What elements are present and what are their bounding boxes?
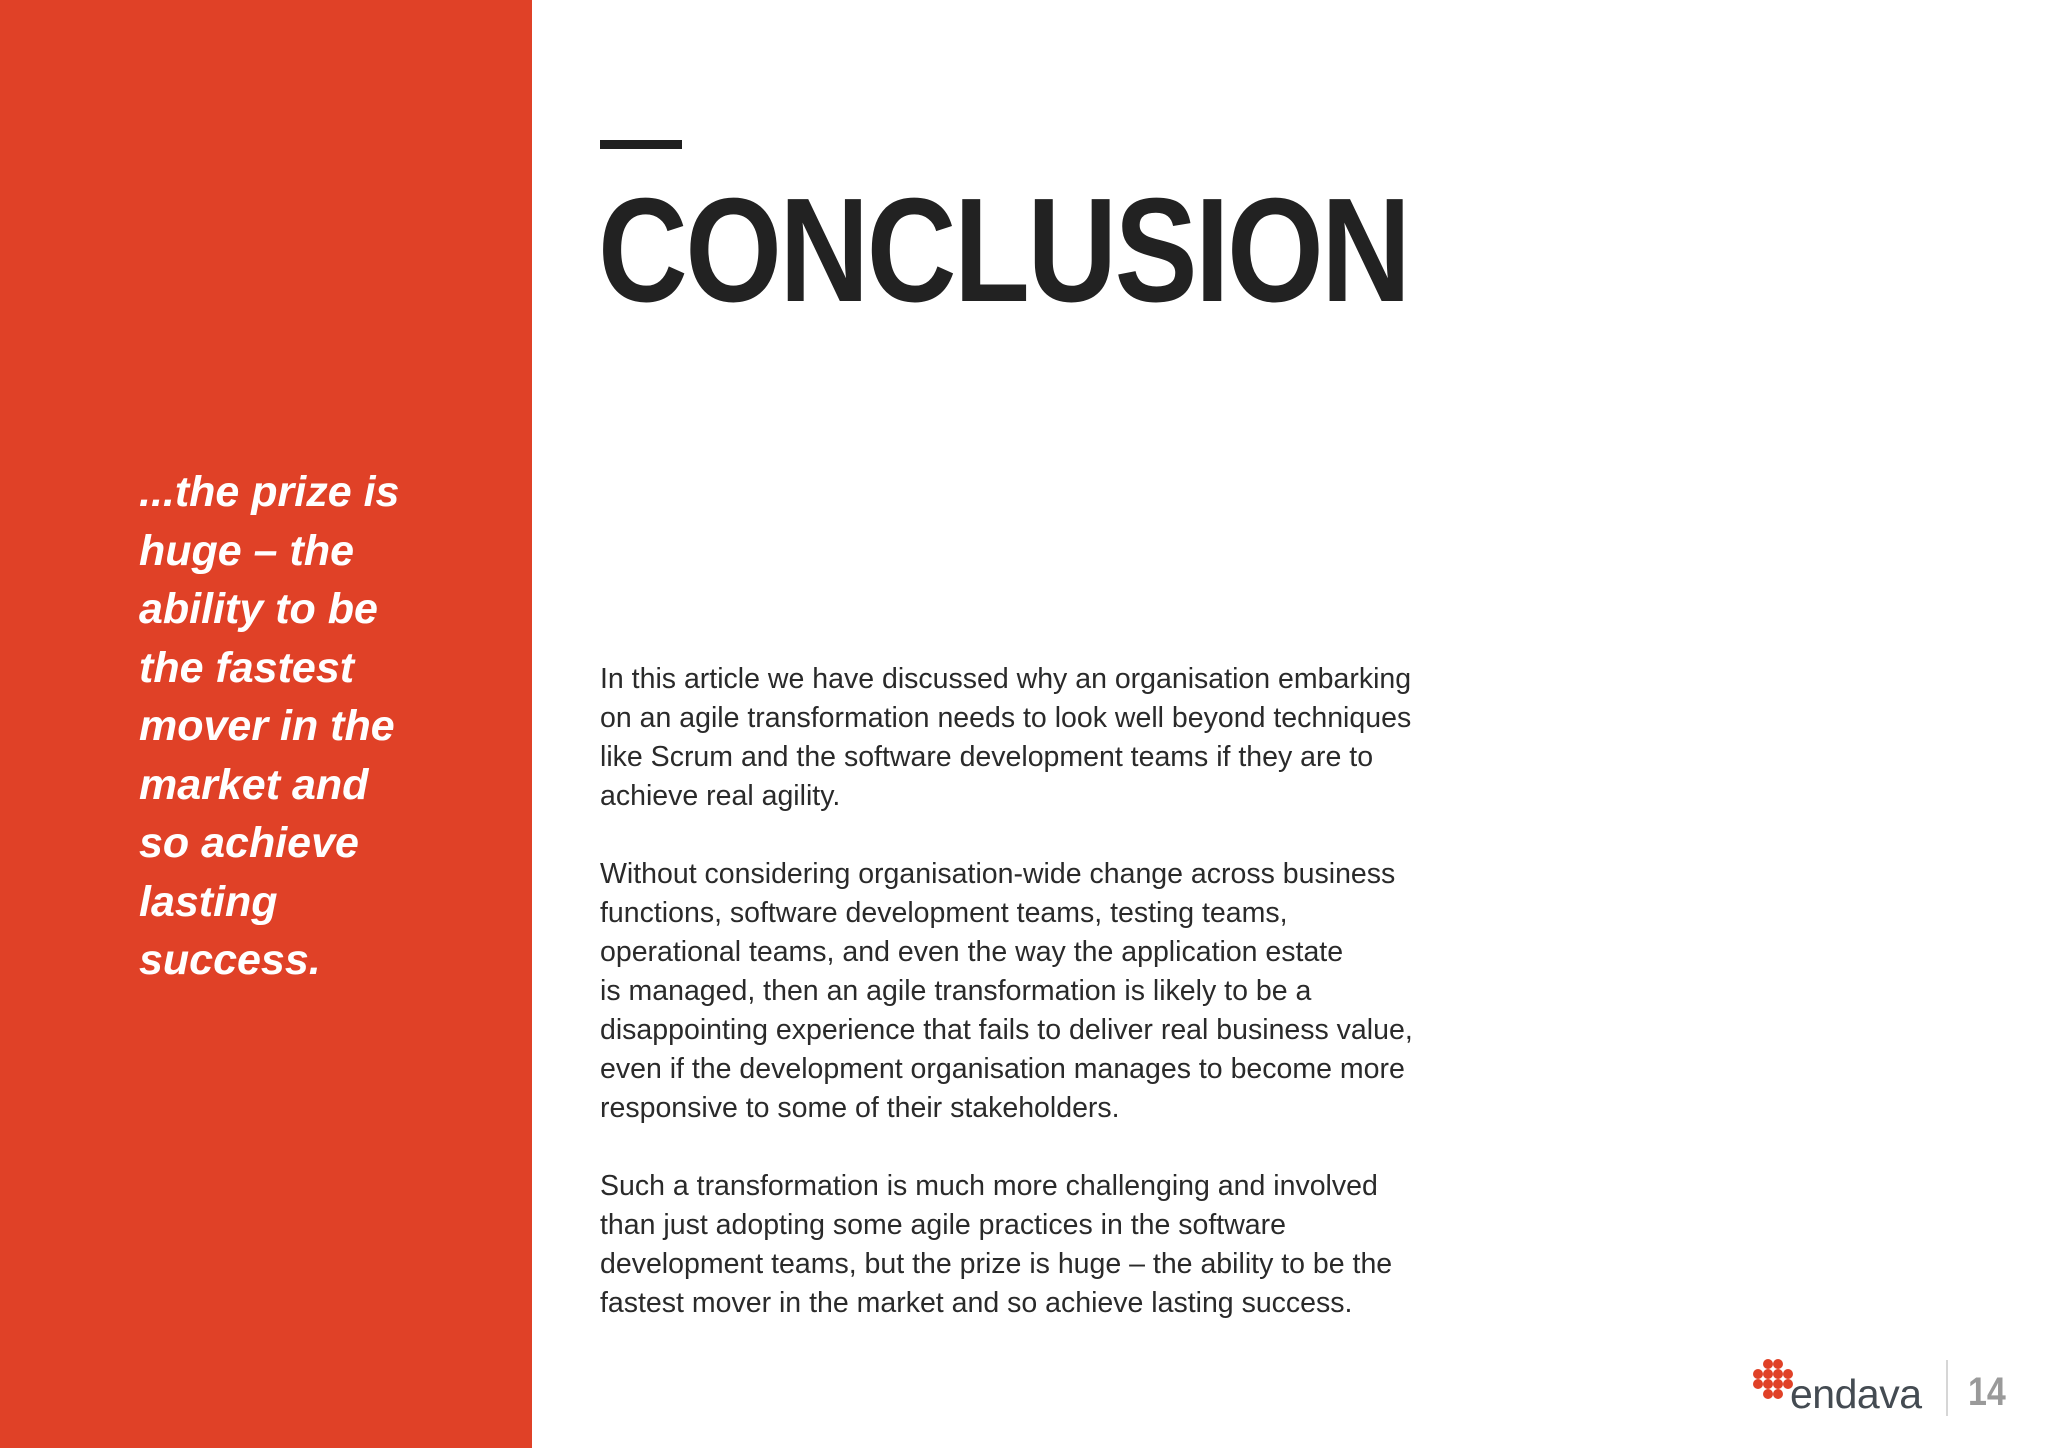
title-dash (600, 140, 682, 149)
footer-divider (1946, 1360, 1948, 1416)
paragraph-3: Such a transformation is much more challenging and involved than just adopting some agile practices in the software development teams, but the prize is huge – the ability to be the fastest mover in the market and so achieve lasting success. (600, 1170, 1393, 1319)
paragraph-1: In this article we have discussed why an organisation embarking on an agile transformation needs to look well beyond techniques like Scrum and the software development teams if they are to achieve real agility. (600, 663, 1412, 812)
endava-logo (1748, 1358, 1922, 1418)
page-title: CONCLUSION (598, 168, 1409, 333)
pull-quote: ...the prize is huge – the ability to be the fastest mover in the market and so achieve lasting success. (139, 468, 400, 984)
page-number: 14 (1968, 1370, 2006, 1414)
accent-sidebar (0, 0, 532, 1448)
logo-wordmark: endava (1790, 1371, 1922, 1417)
article-body (600, 660, 1470, 1362)
paragraph-2: Without considering organisation-wide change across business functions, software development teams, testing teams, operational teams, and even the way the application estate is managed, then an agile transformation is likely to be a disappointing experience that fails to deliver real business value, even if the development organisation manages to become more responsive to some of their stakeholders. (600, 858, 1413, 1124)
